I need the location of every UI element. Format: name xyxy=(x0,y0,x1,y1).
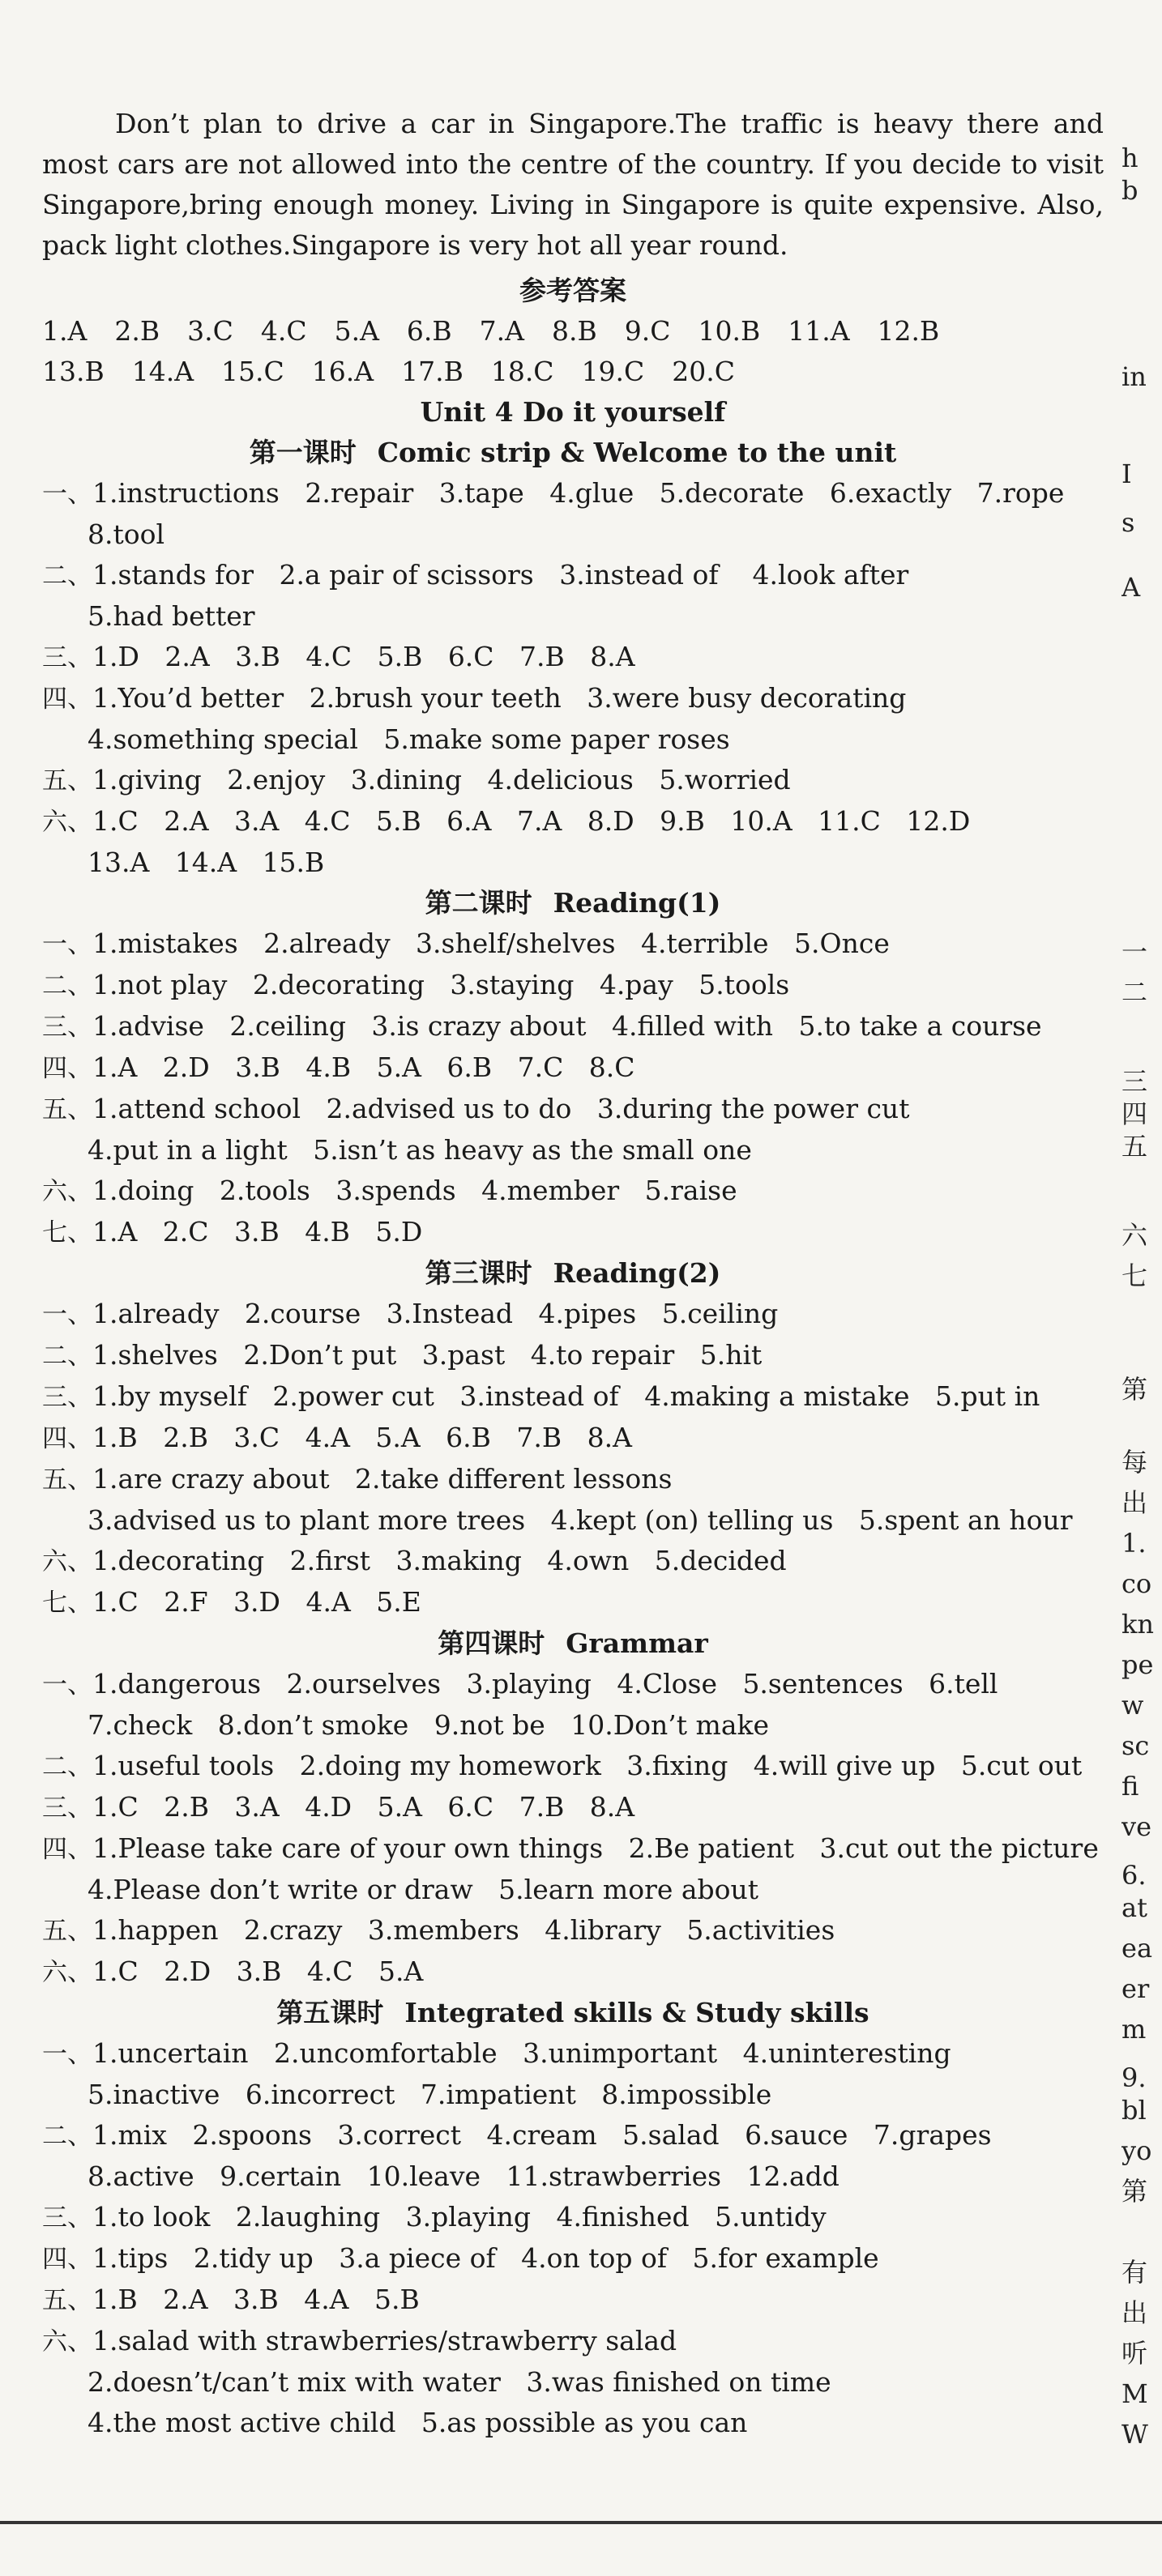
answer-text: 7.check 8.don’t smoke 9.not be 10.Don’t make xyxy=(88,1709,770,1741)
section-label: 六、 xyxy=(42,1958,92,1987)
edge-fragment: w xyxy=(1121,1690,1144,1721)
answer-text: 1.mix 2.spoons 3.correct 4.cream 5.salad 6.sauce 7.grapes xyxy=(92,2119,992,2151)
answer-text: 1.You’d better 2.brush your teeth 3.were busy decorating xyxy=(92,682,907,714)
unit-heading: Unit 4 Do it yourself xyxy=(420,396,726,428)
answer-item: 19.C xyxy=(581,356,645,387)
section-label: 六、 xyxy=(42,1547,92,1576)
section-label: 四、 xyxy=(42,1054,92,1083)
answer-item: 3.C xyxy=(187,315,233,347)
answer-item: 17.B xyxy=(401,356,464,387)
answer-text: 1.attend school 2.advised us to do 3.during the power cut xyxy=(92,1093,910,1124)
answer-line xyxy=(42,596,1104,637)
answer-line xyxy=(42,678,1104,719)
answer-line xyxy=(42,1294,1104,1335)
answer-text: 1.A 2.D 3.B 4.B 5.A 6.B 7.C 8.C xyxy=(92,1051,635,1083)
answer-item: 7.A xyxy=(479,315,524,347)
answer-item: 12.B xyxy=(877,315,940,347)
edge-fragment: 第 xyxy=(1121,1374,1148,1405)
answer-text: 1.C 2.B 3.A 4.D 5.A 6.C 7.B 8.A xyxy=(92,1791,635,1823)
section-label: 三、 xyxy=(42,1013,92,1042)
edge-fragment: ea xyxy=(1121,1933,1153,1964)
answer-line xyxy=(42,2197,1104,2238)
section-label: 五、 xyxy=(42,2286,92,2315)
lesson-title-en: Reading(1) xyxy=(553,887,721,919)
answer-line xyxy=(42,2238,1104,2280)
lesson-heading xyxy=(42,1993,1104,2033)
answer-text: 1.doing 2.tools 3.spends 4.member 5.raise xyxy=(92,1175,737,1206)
edge-fragment: kn xyxy=(1121,1609,1154,1640)
lesson-heading xyxy=(42,433,1104,473)
section-label: 二、 xyxy=(42,971,92,1000)
edge-fragment: 三 xyxy=(1121,1066,1148,1097)
answer-text: 1.C 2.F 3.D 4.A 5.E xyxy=(92,1586,421,1618)
edge-fragment: pe xyxy=(1121,1649,1154,1680)
answer-text: 1.C 2.D 3.B 4.C 5.A xyxy=(92,1955,424,1987)
answer-line xyxy=(42,2156,1104,2197)
answer-text: 1.not play 2.decorating 3.staying 4.pay 5.tools xyxy=(92,969,790,1000)
lesson-title-cn: 第三课时 xyxy=(425,1257,532,1289)
answer-text: 4.the most active child 5.as possible as you can xyxy=(88,2407,748,2438)
answer-line xyxy=(42,637,1104,678)
answer-line xyxy=(42,1705,1104,1746)
lesson-heading xyxy=(42,1623,1104,1664)
edge-fragment: b xyxy=(1121,175,1139,206)
answer-line xyxy=(42,555,1104,596)
answer-line xyxy=(42,2362,1104,2403)
section-label: 二、 xyxy=(42,1341,92,1371)
section-label: 二、 xyxy=(42,1752,92,1781)
edge-fragment: 听 xyxy=(1121,2338,1148,2369)
lesson-title-cn: 第一课时 xyxy=(249,437,357,468)
edge-fragment: sc xyxy=(1121,1730,1150,1761)
section-label: 二、 xyxy=(42,561,92,591)
answer-line xyxy=(42,1787,1104,1828)
edge-fragment: 七 xyxy=(1121,1260,1148,1291)
edge-fragment: 五 xyxy=(1121,1131,1148,1162)
answer-item: 11.A xyxy=(788,315,850,347)
answer-text: 8.tool xyxy=(88,518,165,550)
answer-text: 4.Please don’t write or draw 5.learn more about xyxy=(88,1874,759,1905)
answer-text: 1.stands for 2.a pair of scissors 3.instead of 4.look after xyxy=(92,559,909,591)
edge-fragment: 一 xyxy=(1121,936,1148,967)
answer-text: 13.A 14.A 15.B xyxy=(88,847,325,878)
answer-text: 1.advise 2.ceiling 3.is crazy about 4.filled with 5.to take a course xyxy=(92,1010,1042,1042)
answer-text: 4.something special 5.make some paper roses xyxy=(88,723,730,755)
answer-line xyxy=(42,760,1104,801)
answer-line xyxy=(42,1664,1104,1705)
answer-text: 5.inactive 6.incorrect 7.impatient 8.impossible xyxy=(88,2079,772,2110)
answer-line xyxy=(42,1500,1104,1541)
answer-line xyxy=(42,965,1104,1006)
lesson-title-en: Integrated skills & Study skills xyxy=(404,1997,869,2028)
answer-item: 6.B xyxy=(406,315,452,347)
edge-fragment: er xyxy=(1121,1973,1150,2004)
answer-text: 4.put in a light 5.isn’t as heavy as the small one xyxy=(88,1134,752,1166)
answer-line xyxy=(42,2075,1104,2115)
answers-row-1 xyxy=(42,311,1104,352)
section-label: 一、 xyxy=(42,480,92,509)
edge-fragment: in xyxy=(1121,361,1147,392)
section-label: 三、 xyxy=(42,1793,92,1823)
answer-item: 18.C xyxy=(490,356,554,387)
main-column xyxy=(42,104,1104,2443)
edge-fragment: s xyxy=(1121,507,1135,538)
answer-line xyxy=(42,1746,1104,1787)
edge-fragment: 六 xyxy=(1121,1220,1148,1251)
answers-heading: 参考答案 xyxy=(519,275,626,306)
answer-text: 1.useful tools 2.doing my homework 3.fixing 4.will give up 5.cut out xyxy=(92,1750,1083,1781)
answer-text: 1.already 2.course 3.Instead 4.pipes 5.ceiling xyxy=(92,1298,779,1329)
edge-fragment: W xyxy=(1121,2419,1148,2450)
answer-text: 1.instructions 2.repair 3.tape 4.glue 5.decorate 6.exactly 7.rope xyxy=(92,477,1065,509)
edge-fragment: bl xyxy=(1121,2095,1147,2126)
answer-item: 2.B xyxy=(114,315,160,347)
answer-line xyxy=(42,2321,1104,2362)
answer-text: 1.mistakes 2.already 3.shelf/shelves 4.terrible 5.Once xyxy=(92,928,890,959)
answer-item: 1.A xyxy=(42,315,88,347)
answer-line xyxy=(42,1376,1104,1418)
answer-text: 2.doesn’t/can’t mix with water 3.was finished on time xyxy=(88,2366,831,2398)
answer-line xyxy=(42,1335,1104,1376)
answer-item: 5.A xyxy=(334,315,379,347)
section-label: 三、 xyxy=(42,643,92,672)
edge-fragment: yo xyxy=(1121,2135,1152,2166)
edge-fragment: 6. xyxy=(1121,1860,1147,1891)
edge-fragment: A xyxy=(1121,572,1141,603)
answer-item: 16.A xyxy=(311,356,374,387)
edge-fragment: m xyxy=(1121,2014,1147,2045)
section-label: 四、 xyxy=(42,685,92,714)
answer-line xyxy=(42,1418,1104,1459)
answer-text: 1.giving 2.enjoy 3.dining 4.delicious 5.worried xyxy=(92,764,791,795)
answer-text: 1.are crazy about 2.take different lessons xyxy=(92,1463,673,1495)
edge-fragment: h xyxy=(1121,143,1139,173)
lessons-container xyxy=(42,433,1104,2443)
answer-line xyxy=(42,1089,1104,1130)
answer-item: 9.C xyxy=(624,315,671,347)
answer-line xyxy=(42,1171,1104,1212)
answer-text: 1.uncertain 2.uncomfortable 3.unimportant 4.uninteresting xyxy=(92,2037,951,2069)
edge-fragment: 出 xyxy=(1121,1487,1148,1518)
answer-line xyxy=(42,842,1104,883)
section-label: 二、 xyxy=(42,2122,92,2151)
edge-fragment: 二 xyxy=(1121,977,1148,1008)
section-label: 七、 xyxy=(42,1589,92,1618)
section-label: 一、 xyxy=(42,1670,92,1700)
answer-item: 4.C xyxy=(260,315,307,347)
answer-text: 1.happen 2.crazy 3.members 4.library 5.activities xyxy=(92,1914,835,1946)
answer-line xyxy=(42,1910,1104,1951)
intro-paragraph: Don’t plan to drive a car in Singapore.The traffic is heavy there and most cars are not allowed into the centre of the country. If you decide to visit Singapore,bring enough money. Living in Singapore is quite expensive. Also, pack light clothes.Singapore is very hot all year round. xyxy=(42,108,1104,261)
answer-line xyxy=(42,2115,1104,2156)
lesson-title-en: Grammar xyxy=(566,1627,708,1659)
edge-fragment: 1. xyxy=(1121,1528,1147,1559)
section-label: 四、 xyxy=(42,1835,92,1864)
edge-fragment: co xyxy=(1121,1568,1152,1599)
section-label: 三、 xyxy=(42,2203,92,2233)
answer-line xyxy=(42,1130,1104,1171)
edge-fragment: 第 xyxy=(1121,2176,1148,2207)
answer-text: 1.salad with strawberries/strawberry salad xyxy=(92,2325,677,2356)
edge-fragment: 9. xyxy=(1121,2062,1147,2093)
answer-item: 13.B xyxy=(42,356,105,387)
answer-item: 10.B xyxy=(698,315,761,347)
section-label: 七、 xyxy=(42,1218,92,1247)
answer-line xyxy=(42,1006,1104,1047)
section-label: 六、 xyxy=(42,2327,92,2356)
answer-text: 1.D 2.A 3.B 4.C 5.B 6.C 7.B 8.A xyxy=(92,641,635,672)
edge-fragment: at xyxy=(1121,1892,1147,1923)
lesson-heading xyxy=(42,1253,1104,1294)
section-label: 五、 xyxy=(42,1917,92,1946)
answer-text: 1.A 2.C 3.B 4.B 5.D xyxy=(92,1216,423,1247)
answer-text: 8.active 9.certain 10.leave 11.strawberries 12.add xyxy=(88,2160,839,2192)
answer-text: 1.B 2.A 3.B 4.A 5.B xyxy=(92,2284,420,2315)
answer-line xyxy=(42,2033,1104,2075)
lesson-title-en: Reading(2) xyxy=(553,1257,721,1289)
lesson-title-cn: 第四课时 xyxy=(438,1627,545,1659)
answer-line xyxy=(42,473,1104,514)
answer-text: 1.tips 2.tidy up 3.a piece of 4.on top of 5.for example xyxy=(92,2242,879,2274)
answer-text: 1.B 2.B 3.C 4.A 5.A 6.B 7.B 8.A xyxy=(92,1422,632,1453)
edge-fragment: fi xyxy=(1121,1771,1139,1802)
answer-line xyxy=(42,1212,1104,1253)
answer-line xyxy=(42,1951,1104,1993)
answer-text: 1.by myself 2.power cut 3.instead of 4.making a mistake 5.put in xyxy=(92,1380,1040,1412)
answer-line xyxy=(42,1582,1104,1623)
answer-text: 1.dangerous 2.ourselves 3.playing 4.Close 5.sentences 6.tell xyxy=(92,1668,998,1700)
edge-fragment: 有 xyxy=(1121,2257,1148,2288)
answer-item: 8.B xyxy=(551,315,597,347)
section-label: 四、 xyxy=(42,1424,92,1453)
adjacent-page-fragment xyxy=(1121,0,1162,2576)
edge-fragment: 每 xyxy=(1121,1447,1148,1478)
section-label: 六、 xyxy=(42,808,92,837)
edge-fragment: I xyxy=(1121,458,1132,489)
section-label: 五、 xyxy=(42,766,92,795)
edge-fragment: ve xyxy=(1121,1811,1152,1842)
edge-fragment: 出 xyxy=(1121,2297,1148,2328)
section-label: 六、 xyxy=(42,1177,92,1206)
answer-line xyxy=(42,514,1104,555)
answer-line xyxy=(42,719,1104,760)
lesson-heading xyxy=(42,883,1104,923)
answer-text: 5.had better xyxy=(88,600,255,632)
answer-text: 1.to look 2.laughing 3.playing 4.finished 5.untidy xyxy=(92,2201,827,2233)
answer-item: 14.A xyxy=(131,356,194,387)
answer-item: 20.C xyxy=(672,356,736,387)
bottom-rule xyxy=(0,2521,1162,2524)
answer-line xyxy=(42,801,1104,842)
answer-text: 1.Please take care of your own things 2.Be patient 3.cut out the picture xyxy=(92,1832,1099,1864)
answer-line xyxy=(42,2280,1104,2321)
section-label: 一、 xyxy=(42,1300,92,1329)
answer-line xyxy=(42,1828,1104,1870)
lesson-title-cn: 第五课时 xyxy=(276,1997,384,2028)
section-label: 三、 xyxy=(42,1383,92,1412)
answers-row-2 xyxy=(42,352,1104,392)
answer-text: 1.C 2.A 3.A 4.C 5.B 6.A 7.A 8.D 9.B 10.A 11.C 12.D xyxy=(92,805,971,837)
section-label: 五、 xyxy=(42,1095,92,1124)
answer-text: 3.advised us to plant more trees 4.kept (on) telling us 5.spent an hour xyxy=(88,1504,1073,1536)
lesson-title-en: Comic strip & Welcome to the unit xyxy=(377,437,897,468)
section-label: 四、 xyxy=(42,2245,92,2274)
answer-line xyxy=(42,1047,1104,1089)
answer-item: 15.C xyxy=(221,356,284,387)
edge-fragment: 四 xyxy=(1121,1098,1148,1129)
answer-line xyxy=(42,1541,1104,1582)
lesson-title-cn: 第二课时 xyxy=(425,887,532,919)
answer-line xyxy=(42,1459,1104,1500)
answer-text: 1.shelves 2.Don’t put 3.past 4.to repair 5.hit xyxy=(92,1339,763,1371)
answer-line xyxy=(42,1870,1104,1910)
section-label: 一、 xyxy=(42,930,92,959)
answer-text: 1.decorating 2.first 3.making 4.own 5.decided xyxy=(92,1545,787,1576)
edge-fragment: M xyxy=(1121,2378,1148,2409)
answer-line xyxy=(42,2403,1104,2443)
section-label: 五、 xyxy=(42,1465,92,1495)
section-label: 一、 xyxy=(42,2040,92,2069)
answer-line xyxy=(42,923,1104,965)
